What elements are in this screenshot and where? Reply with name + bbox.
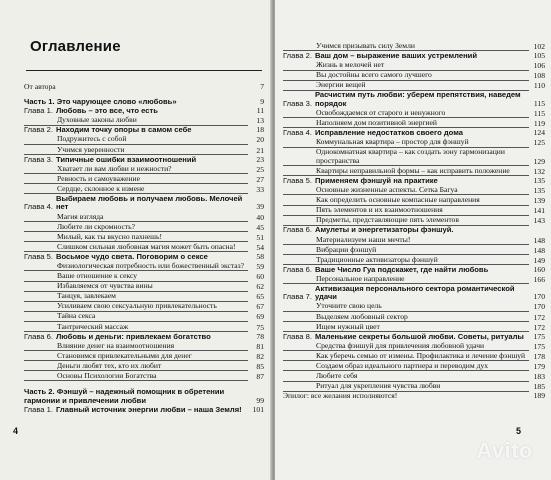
toc-title: Любовь – это все, что есть bbox=[55, 106, 158, 116]
toc-entry bbox=[24, 146, 264, 155]
toc-title: Исправление недостатков своего дома bbox=[314, 128, 463, 138]
toc-entry bbox=[283, 186, 545, 195]
toc-page-number: 105 bbox=[533, 51, 545, 61]
toc-page-number: 45 bbox=[256, 222, 264, 232]
toc-entry bbox=[24, 116, 264, 125]
toc-entry bbox=[283, 61, 545, 70]
toc-page-number: 166 bbox=[533, 274, 545, 284]
toc-title: Учимся призывать силу Земли bbox=[283, 42, 529, 51]
toc-entry bbox=[283, 256, 545, 265]
toc-chapter bbox=[24, 333, 264, 341]
toc-title: Расчистим путь любви: уберем препятствия, наведем порядок bbox=[314, 90, 521, 108]
toc-title: Типичные ошибки взаимоотношений bbox=[55, 154, 197, 164]
toc-entry bbox=[283, 138, 545, 147]
toc-title: Тайна секса bbox=[24, 312, 248, 321]
toc-page-number: 39 bbox=[256, 202, 264, 212]
chapter-label: Глава 3. bbox=[24, 154, 53, 164]
toc-page-number: 59 bbox=[256, 262, 264, 271]
toc-title: Амулеты и энергетизаторы фэншуй. bbox=[314, 225, 454, 235]
toc-entry bbox=[24, 213, 264, 222]
toc-entry bbox=[24, 352, 264, 361]
toc-title: Главный источник энергии любви – наша Земля! bbox=[55, 404, 242, 414]
toc-entry bbox=[283, 302, 545, 311]
toc-title: Избавляемся от чувства вины bbox=[24, 282, 248, 291]
toc-title: Квартиры неправильной формы – как исправить положение bbox=[283, 167, 529, 176]
toc-page-number: 108 bbox=[533, 71, 545, 81]
toc-title: Восьмое чудо света. Поговорим о сексе bbox=[55, 251, 208, 261]
toc-page-number: 178 bbox=[533, 351, 545, 361]
toc-page-number: 115 bbox=[533, 108, 545, 118]
toc-entry bbox=[283, 362, 545, 371]
toc-page-number: 51 bbox=[256, 232, 264, 242]
toc-entry bbox=[24, 312, 264, 321]
toc-title: Деньги любят тех, кто их любит bbox=[24, 362, 248, 371]
toc-page-number: 78 bbox=[256, 331, 264, 341]
toc-entry bbox=[24, 302, 264, 311]
toc-page-number: 170 bbox=[533, 292, 545, 302]
toc-page-number: 67 bbox=[256, 302, 264, 312]
toc-entry bbox=[283, 119, 545, 128]
toc-entry bbox=[24, 272, 264, 281]
toc-list-right bbox=[283, 42, 545, 401]
toc-title: Духовные законы любви bbox=[24, 116, 248, 125]
chapter-label: Глава 2. bbox=[283, 51, 312, 61]
toc-title: Любите себя bbox=[283, 372, 529, 381]
toc-page-number: 149 bbox=[533, 255, 545, 265]
toc-entry bbox=[283, 236, 545, 245]
toc-page-number: 54 bbox=[256, 242, 264, 252]
left-page bbox=[0, 0, 272, 480]
toc-page-number: 13 bbox=[256, 116, 264, 126]
page-number: 5 bbox=[515, 426, 521, 436]
toc-page-number: 124 bbox=[533, 128, 545, 138]
toc-entry bbox=[283, 148, 545, 166]
toc-chapter bbox=[283, 333, 545, 341]
toc-title: Наполняем дом позитивной энергией bbox=[283, 119, 529, 128]
toc-page-number: 75 bbox=[256, 322, 264, 332]
toc-page-number: 60 bbox=[256, 272, 264, 282]
toc-entry bbox=[24, 233, 264, 242]
toc-entry bbox=[283, 167, 545, 176]
toc-entry bbox=[24, 292, 264, 301]
toc-page-number: 172 bbox=[533, 322, 545, 332]
toc-page-number: 102 bbox=[533, 42, 545, 51]
toc-title: Предметы, представляющие пять элементов bbox=[283, 216, 529, 225]
toc-title: Учимся уверенности bbox=[24, 146, 248, 155]
toc-title: Часть 1. Это чарующее слово «любовь» bbox=[24, 97, 177, 107]
toc-page-number: 185 bbox=[533, 382, 545, 392]
chapter-label: Глава 8. bbox=[283, 331, 312, 341]
toc-page-number: 106 bbox=[533, 61, 545, 71]
toc-page-number: 135 bbox=[533, 175, 545, 185]
toc-title: Вы достойны всего самого лучшего bbox=[283, 71, 529, 80]
page-number: 4 bbox=[13, 426, 19, 436]
right-page bbox=[275, 0, 551, 480]
toc-page-number: 99 bbox=[256, 395, 264, 405]
chapter-label: Глава 2. bbox=[24, 125, 53, 135]
toc-title: Магия взгляда bbox=[24, 213, 248, 222]
toc-page-number: 18 bbox=[256, 125, 264, 135]
toc-page-number: 179 bbox=[533, 362, 545, 372]
toc-entry bbox=[24, 185, 264, 194]
toc-title: От автора bbox=[24, 82, 56, 91]
title-rule bbox=[26, 70, 262, 71]
toc-title: Ваш дом – выражение ваших устремлений bbox=[314, 51, 477, 61]
toc-chapter bbox=[283, 226, 545, 234]
toc-title: Тантрический массаж bbox=[24, 323, 248, 332]
toc-title: Создаем образ идеального партнера и переводим дух bbox=[283, 362, 529, 371]
toc-title: Усиливаем свою сексуальную привлекательность bbox=[24, 302, 248, 311]
chapter-label: Глава 1. bbox=[24, 106, 53, 116]
toc-page-number: 172 bbox=[533, 312, 545, 322]
toc-page-number: 119 bbox=[533, 119, 545, 129]
toc-entry bbox=[283, 392, 545, 400]
toc-page-number: 141 bbox=[533, 206, 545, 216]
toc-entry bbox=[24, 243, 264, 252]
chapter-label: Глава 4. bbox=[283, 128, 312, 138]
toc-title: Как определить основные компасные направления bbox=[283, 196, 529, 205]
toc-page-number: 33 bbox=[256, 184, 264, 194]
toc-entry bbox=[283, 372, 545, 381]
toc-title: Традиционные активизаторы фэншуй bbox=[283, 256, 529, 265]
toc-page-number: 183 bbox=[533, 372, 545, 382]
toc-title: Ревность и самоуважение bbox=[24, 175, 248, 184]
toc-page-number: 21 bbox=[256, 145, 264, 155]
toc-entry bbox=[283, 196, 545, 205]
toc-page-number: 139 bbox=[533, 196, 545, 206]
toc-page-number: 62 bbox=[256, 282, 264, 292]
toc-title: Эпилог: все желания исполняются! bbox=[283, 391, 398, 401]
toc-page-number: 25 bbox=[256, 164, 264, 174]
toc-title: Подружитесь с собой bbox=[24, 135, 248, 144]
toc-entry bbox=[24, 83, 264, 91]
toc-page-number: 189 bbox=[533, 391, 545, 401]
toc-entry bbox=[283, 323, 545, 332]
toc-page-number: 148 bbox=[533, 245, 545, 255]
toc-entry bbox=[283, 42, 545, 51]
toc-entry bbox=[24, 262, 264, 271]
chapter-label: Глава 6. bbox=[24, 331, 53, 341]
toc-page-number: 87 bbox=[256, 372, 264, 382]
toc-title: Находим точку опоры в самом себе bbox=[55, 125, 192, 135]
toc-page-number: 9 bbox=[260, 97, 264, 107]
toc-title: Милый, как ты вкусно пахнешь! bbox=[24, 233, 248, 242]
chapter-label: Глава 6. bbox=[283, 225, 312, 235]
toc-entry bbox=[283, 313, 545, 322]
toc-title: Часть 2. Фэншуй – надежный помощник в обретении гармонии и привлечении любви bbox=[24, 387, 225, 405]
chapter-label: Глава 1. bbox=[24, 404, 53, 414]
toc-title: Танцуя, завлекаем bbox=[24, 292, 248, 301]
toc-part bbox=[24, 388, 264, 405]
toc-page-number: 125 bbox=[533, 138, 545, 148]
toc-title: Пять элементов и их взаимоотношения bbox=[283, 206, 529, 215]
toc-page-number: 23 bbox=[256, 154, 264, 164]
toc-page-number: 160 bbox=[533, 264, 545, 274]
toc-page-number: 135 bbox=[533, 186, 545, 196]
toc-title: Становимся привлекательными для денег bbox=[24, 352, 248, 361]
toc-chapter bbox=[24, 406, 264, 414]
toc-title: Слишком сильная любовная магия может быть опасна! bbox=[24, 243, 248, 252]
toc-chapter bbox=[24, 195, 264, 212]
toc-entry bbox=[283, 216, 545, 225]
toc-entry bbox=[283, 342, 545, 351]
toc-page-number: 20 bbox=[256, 135, 264, 145]
toc-page-number: 82 bbox=[256, 351, 264, 361]
toc-title: Однокомнатная квартира – как создать зону гармонизации пространства bbox=[283, 148, 529, 166]
toc-chapter bbox=[24, 156, 264, 164]
chapter-label: Глава 5. bbox=[24, 251, 53, 261]
toc-title: Ищем нужный цвет bbox=[283, 323, 529, 332]
toc-page-number: 69 bbox=[256, 312, 264, 322]
avito-watermark: Avito bbox=[476, 438, 533, 463]
toc-title: Применяем фэншуй на практике bbox=[314, 175, 438, 185]
toc-title: Материализуем наши мечты! bbox=[283, 236, 529, 245]
toc-page-number: 175 bbox=[533, 331, 545, 341]
toc-page-number: 115 bbox=[533, 98, 545, 108]
toc-page-number: 132 bbox=[533, 166, 545, 176]
toc-page-number: 81 bbox=[256, 341, 264, 351]
toc-title: Уточните свою цель bbox=[283, 302, 529, 311]
toc-entry bbox=[283, 275, 545, 284]
toc-entry bbox=[283, 382, 545, 391]
toc-title: Ваше отношение к сексу bbox=[24, 272, 248, 281]
toc-title: Любите ли скромность? bbox=[24, 223, 248, 232]
toc-title: Ритуал для укрепления чувства любви bbox=[283, 382, 529, 391]
toc-title: Жизнь в мелочей нет bbox=[283, 61, 529, 70]
toc-title: Вибрации фэншуй bbox=[283, 246, 529, 255]
toc-page-number: 65 bbox=[256, 292, 264, 302]
toc-page-number: 58 bbox=[256, 251, 264, 261]
toc-page-number: 148 bbox=[533, 235, 545, 245]
toc-title: Сердце, склонное к измене bbox=[24, 185, 248, 194]
toc-page-number: 175 bbox=[533, 341, 545, 351]
toc-list-left bbox=[24, 83, 264, 415]
toc-title: Освобождаемся от старого и ненужного bbox=[283, 109, 529, 118]
toc-entry bbox=[24, 323, 264, 332]
toc-title: Маленькие секреты большой любви. Советы, ритуалы bbox=[314, 331, 524, 341]
toc-entry bbox=[24, 165, 264, 174]
toc-title: Выделяем любовный сектор bbox=[283, 313, 529, 322]
toc-title: Как уберечь семью от измены. Профилактика и лечение фэншуй bbox=[283, 352, 529, 361]
toc-page-number: 40 bbox=[256, 212, 264, 222]
toc-page-number: 110 bbox=[533, 81, 545, 91]
toc-entry bbox=[24, 175, 264, 184]
toc-title: Любовь и деньги: привлекаем богатство bbox=[55, 331, 211, 341]
toc-title: Средства фэншуй для привлечения любовной удачи bbox=[283, 342, 529, 351]
chapter-label: Глава 3. bbox=[283, 98, 312, 108]
toc-entry bbox=[283, 71, 545, 80]
toc-entry bbox=[24, 223, 264, 232]
toc-title: Активизация персонального сектора романтической удачи bbox=[314, 283, 515, 302]
toc-entry bbox=[283, 352, 545, 361]
chapter-label: Глава 5. bbox=[283, 175, 312, 185]
toc-chapter bbox=[283, 266, 545, 274]
toc-title: Коммунальная квартира – простор для фэншуй bbox=[283, 138, 529, 147]
toc-title: Влияние денег на взаимоотношения bbox=[24, 342, 248, 351]
toc-page-number: 143 bbox=[533, 216, 545, 226]
chapter-label: Глава 4. bbox=[24, 202, 53, 212]
toc-entry bbox=[24, 342, 264, 351]
toc-page-number: 11 bbox=[256, 106, 264, 116]
toc-title: Ваше Число Гуа подскажет, где найти любовь bbox=[314, 264, 489, 274]
toc-page-number: 27 bbox=[256, 174, 264, 184]
toc-chapter bbox=[283, 91, 545, 108]
chapter-label: Глава 6. bbox=[283, 264, 312, 274]
toc-entry bbox=[24, 362, 264, 371]
toc-title: Хватает ли вам любви и нежности? bbox=[24, 165, 248, 174]
page-title: Оглавление bbox=[30, 38, 121, 55]
toc-entry bbox=[283, 109, 545, 118]
toc-title: Энергии вещей bbox=[283, 81, 529, 90]
toc-title: Основы Психологии Богатства bbox=[24, 372, 248, 381]
toc-page-number: 7 bbox=[260, 82, 264, 91]
toc-entry bbox=[24, 372, 264, 381]
toc-chapter bbox=[283, 285, 545, 302]
toc-page-number: 129 bbox=[533, 156, 545, 166]
toc-title: Основные жизненные аспекты. Сетка Багуа bbox=[283, 186, 529, 195]
toc-entry bbox=[283, 81, 545, 90]
toc-title: Физиологическая потребность или божественный экстаз? bbox=[24, 262, 248, 271]
toc-page-number: 170 bbox=[533, 302, 545, 312]
toc-entry bbox=[24, 135, 264, 144]
toc-entry bbox=[24, 282, 264, 291]
toc-page-number: 85 bbox=[256, 361, 264, 371]
toc-entry bbox=[283, 246, 545, 255]
toc-title: Выбираем любовь и получаем любовь. Мелочей нет bbox=[55, 194, 243, 212]
toc-entry bbox=[283, 206, 545, 215]
toc-title: Персональное направление bbox=[283, 275, 529, 284]
chapter-label: Глава 7. bbox=[283, 292, 312, 302]
toc-page-number: 101 bbox=[252, 404, 264, 414]
